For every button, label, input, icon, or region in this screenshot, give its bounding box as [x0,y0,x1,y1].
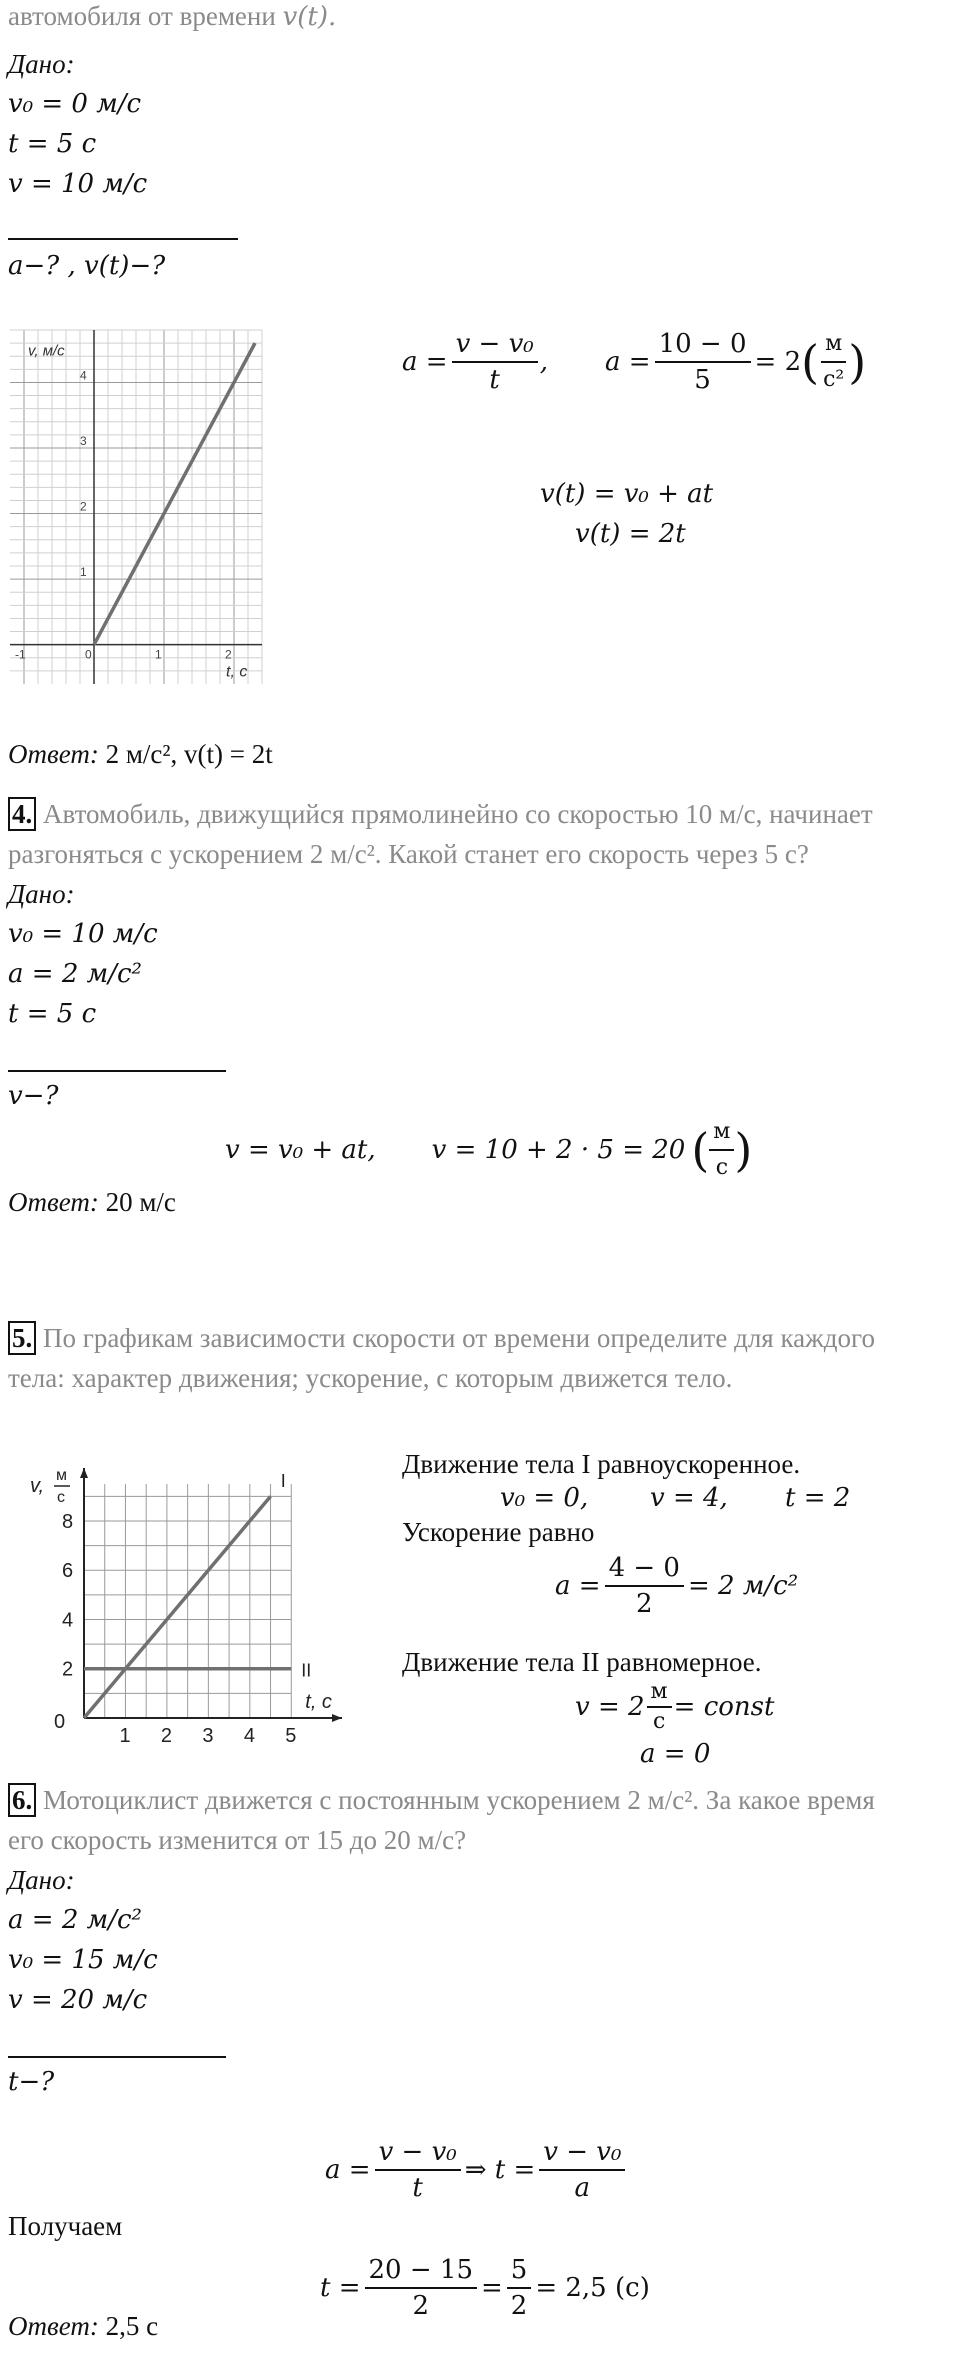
p6-answer-value: 2,5 с [98,2311,159,2341]
p4-statement-line1 [8,798,873,830]
y-tick-label: 2 [80,499,87,514]
answer-label: Ответ: [8,739,99,769]
y-tick-label: 1 [80,565,87,580]
p4-given-t: t = 5 с [8,999,97,1029]
given-label: Дано: [8,49,75,79]
x-tick-label: -1 [15,647,26,662]
p4-given-a: a = 2 м/с² [8,959,142,989]
y-tick-label: 3 [80,434,87,448]
p4-number-badge: 4. [8,797,36,831]
x-tick-label: 5 [285,1725,297,1746]
formula-acceleration: a = $\frac{\text{v − v₀}}{t}$ , [402,329,548,395]
p6-f1-den2: a [574,2173,591,2203]
p5-v-formula [575,1672,774,1742]
p5-s4-num: 4 − 0 [605,1551,684,1587]
y-axis-unit-den: с [57,1489,65,1506]
graph-velocity-1 [10,322,266,692]
p5-statement-line1 [8,1322,875,1354]
p4-answer-value: 20 м/с [98,1187,176,1217]
f1-den: t [489,365,500,395]
p4-unit-num: м [709,1115,734,1151]
p4-statement-line2: разгоняться с ускорением 2 м/с². Какой станет его скорость через 5 с? [8,839,809,869]
f1-fraction [452,327,538,397]
p6-f1-mid: ⇒ t = [464,2155,536,2185]
x-tick-label: 0 [85,647,92,662]
p6-given-label: Дано: [8,1865,75,1895]
formula-vt-general: v(t) = v₀ + at [540,479,714,509]
x-tick-label: 1 [119,1725,131,1746]
p6-find: t−? [8,2067,55,2097]
f1-lhs: a = [402,347,448,377]
p6-f1-den: t [412,2173,423,2203]
f2-unit-den: с² [823,367,845,392]
p6-f2-frac2 [507,2253,532,2323]
graph1-grid [10,330,262,684]
p5-s6-lhs: v = 2 [575,1692,645,1722]
p6-answer [8,2310,158,2342]
series-line [94,343,255,645]
p4-answer-label: Ответ: [8,1187,99,1217]
p6-f2-den2: 2 [510,2291,528,2321]
p6-f2-eq: = [480,2273,503,2303]
formula-vt-specific: v(t) = 2t [575,519,686,549]
p6-formula-2 [320,2246,650,2330]
f2-den: 5 [694,365,711,395]
p4-answer [8,1186,176,1218]
y-axis-label: v, [30,1475,45,1497]
y-tick-label: 2 [62,1658,74,1681]
given-v0: v₀ = 0 м/с [8,89,142,119]
graph1-series [94,343,255,645]
f2-fraction [655,327,751,397]
y-tick-label: 8 [62,1510,74,1533]
find-line: a−? , v(t)−? [8,251,166,281]
p5-s4-lhs: a = [555,1571,601,1601]
f2-unit-num: м [821,327,846,363]
p6-number-badge: 6. [8,1783,36,1817]
x-axis-label: t, с [305,1691,332,1713]
p4-unit-den: с [715,1155,729,1180]
p6-f2-num2: 5 [507,2253,532,2289]
p6-f1-num2: v − v₀ [539,2135,625,2171]
series-label-I: I [280,1470,286,1491]
answer-top [8,738,273,770]
p5-accel-label: Ускорение равно [402,1517,595,1547]
p6-answer-label: Ответ: [8,2311,99,2341]
p4-f2: v = 10 + 2 · 5 = 20 [431,1135,686,1165]
p4-given-v0: v₀ = 10 м/с [8,919,158,949]
p5-s4-fraction [605,1551,684,1621]
p4-text1: Автомобиль, движущийся прямолинейно со скоростью 10 м/с, начинает [36,799,873,829]
graph-velocity-2 [22,1456,372,1746]
x-tick-label: 4 [243,1725,255,1746]
f2-lhs: a = [605,347,651,377]
x-tick-label: 2 [160,1725,173,1746]
given-divider [8,238,238,240]
p6-given-v: v = 20 м/с [8,1985,148,2015]
p6-given-v0: v₀ = 15 м/с [8,1945,158,1975]
formula-acceleration-value: a = $\frac{10 - 0}{5}$ = 2 ( $\frac{м}{\text{с²}}$ ) [605,329,867,395]
p4-f1: v = v₀ + at, [225,1135,376,1165]
graph2-labels [30,1467,332,1746]
p6-f1-frac1 [375,2135,461,2205]
series-line-I [84,1496,271,1718]
p6-f2-num: 20 − 15 [365,2253,477,2289]
x-tick-label: 2 [225,647,232,662]
y-tick-label: 4 [80,368,87,383]
p5-accel-formula [555,1546,798,1626]
y-axis-label: v, м/с [28,342,65,360]
p5-v: v = 4, [650,1483,728,1513]
p6-formula-1 [325,2128,629,2212]
p5-s4-rhs: = 2 м/с² [687,1571,799,1601]
p5-line2: Движение тела II равномерное. [402,1647,762,1677]
p6-f2-den: 2 [412,2291,430,2321]
p5-number-badge: 5. [8,1321,36,1355]
given-t: t = 5 с [8,129,97,159]
p5-a-zero: a = 0 [640,1739,711,1769]
x-axis-label: t, с [226,663,248,681]
intro-text [8,0,336,33]
p5-text1: По графикам зависимости скорости от времени определите для каждого [36,1323,875,1353]
series-label-II: II [301,1660,312,1681]
x-axis-arrow [332,1714,342,1722]
f2-num: 10 − 0 [655,327,751,363]
p6-text1: Мотоциклист движется с постоянным ускорением 2 м/с². За какое время [36,1785,875,1815]
p4-formula: v = v₀ + at, v = 10 + 2 · 5 = 20 ( $\frac{м}{с}$ ) [225,1110,752,1190]
graph1-labels [15,343,247,681]
origin-label: 0 [54,1711,66,1733]
p6-get-label: Получаем [8,2211,123,2241]
p5-s4-den: 2 [635,1589,653,1619]
y-tick-label: 4 [62,1609,74,1632]
p6-f1-num: v − v₀ [375,2135,461,2171]
p5-s6-rhs: = const [673,1692,775,1722]
f2-unit [819,327,848,397]
p6-f2-rhs: = 2,5 (с) [535,2273,650,2303]
p6-divider [8,2056,226,2058]
p6-f2-lhs: t = [320,2273,361,2303]
p4-unit [709,1115,734,1185]
intro-text-part: автомобиля от времени [8,1,283,31]
p5-s6-fraction [647,1678,672,1736]
y-axis-arrow [80,1468,88,1478]
p6-f2-frac1 [365,2253,477,2323]
p6-statement-line2: его скорость изменится от 15 до 20 м/с? [8,1825,467,1855]
p6-f1-frac2 [539,2135,625,2205]
p5-s6-den: с [652,1709,666,1734]
p5-t: t = 2 [785,1483,851,1513]
p5-v0: v₀ = 0, [500,1483,589,1513]
y-tick-label: 6 [62,1560,74,1583]
p4-find: v−? [8,1081,59,1111]
f2-eq: = 2 [754,347,802,377]
f1-num: v − v₀ [452,327,538,363]
p5-s6-num: м [647,1678,672,1708]
p5-statement-line2: тела: характер движения; ускорение, с которым движется тело. [8,1363,733,1393]
y-axis-unit-num: м [56,1467,67,1484]
x-tick-label: 3 [202,1725,214,1746]
p4-given-label: Дано: [8,879,75,909]
p4-divider [8,1070,226,1072]
p6-given-a: a = 2 м/с² [8,1905,142,1935]
p5-line1: Движение тела I равноускоренное. [402,1449,801,1479]
p6-statement-line1 [8,1784,875,1816]
x-tick-label: 1 [155,647,162,662]
intro-fn: v(t). [282,2,337,32]
answer-value: 2 м/с², v(t) = 2t [98,739,273,769]
p6-f1-lhs: a = [325,2155,371,2185]
given-v: v = 10 м/с [8,169,148,199]
